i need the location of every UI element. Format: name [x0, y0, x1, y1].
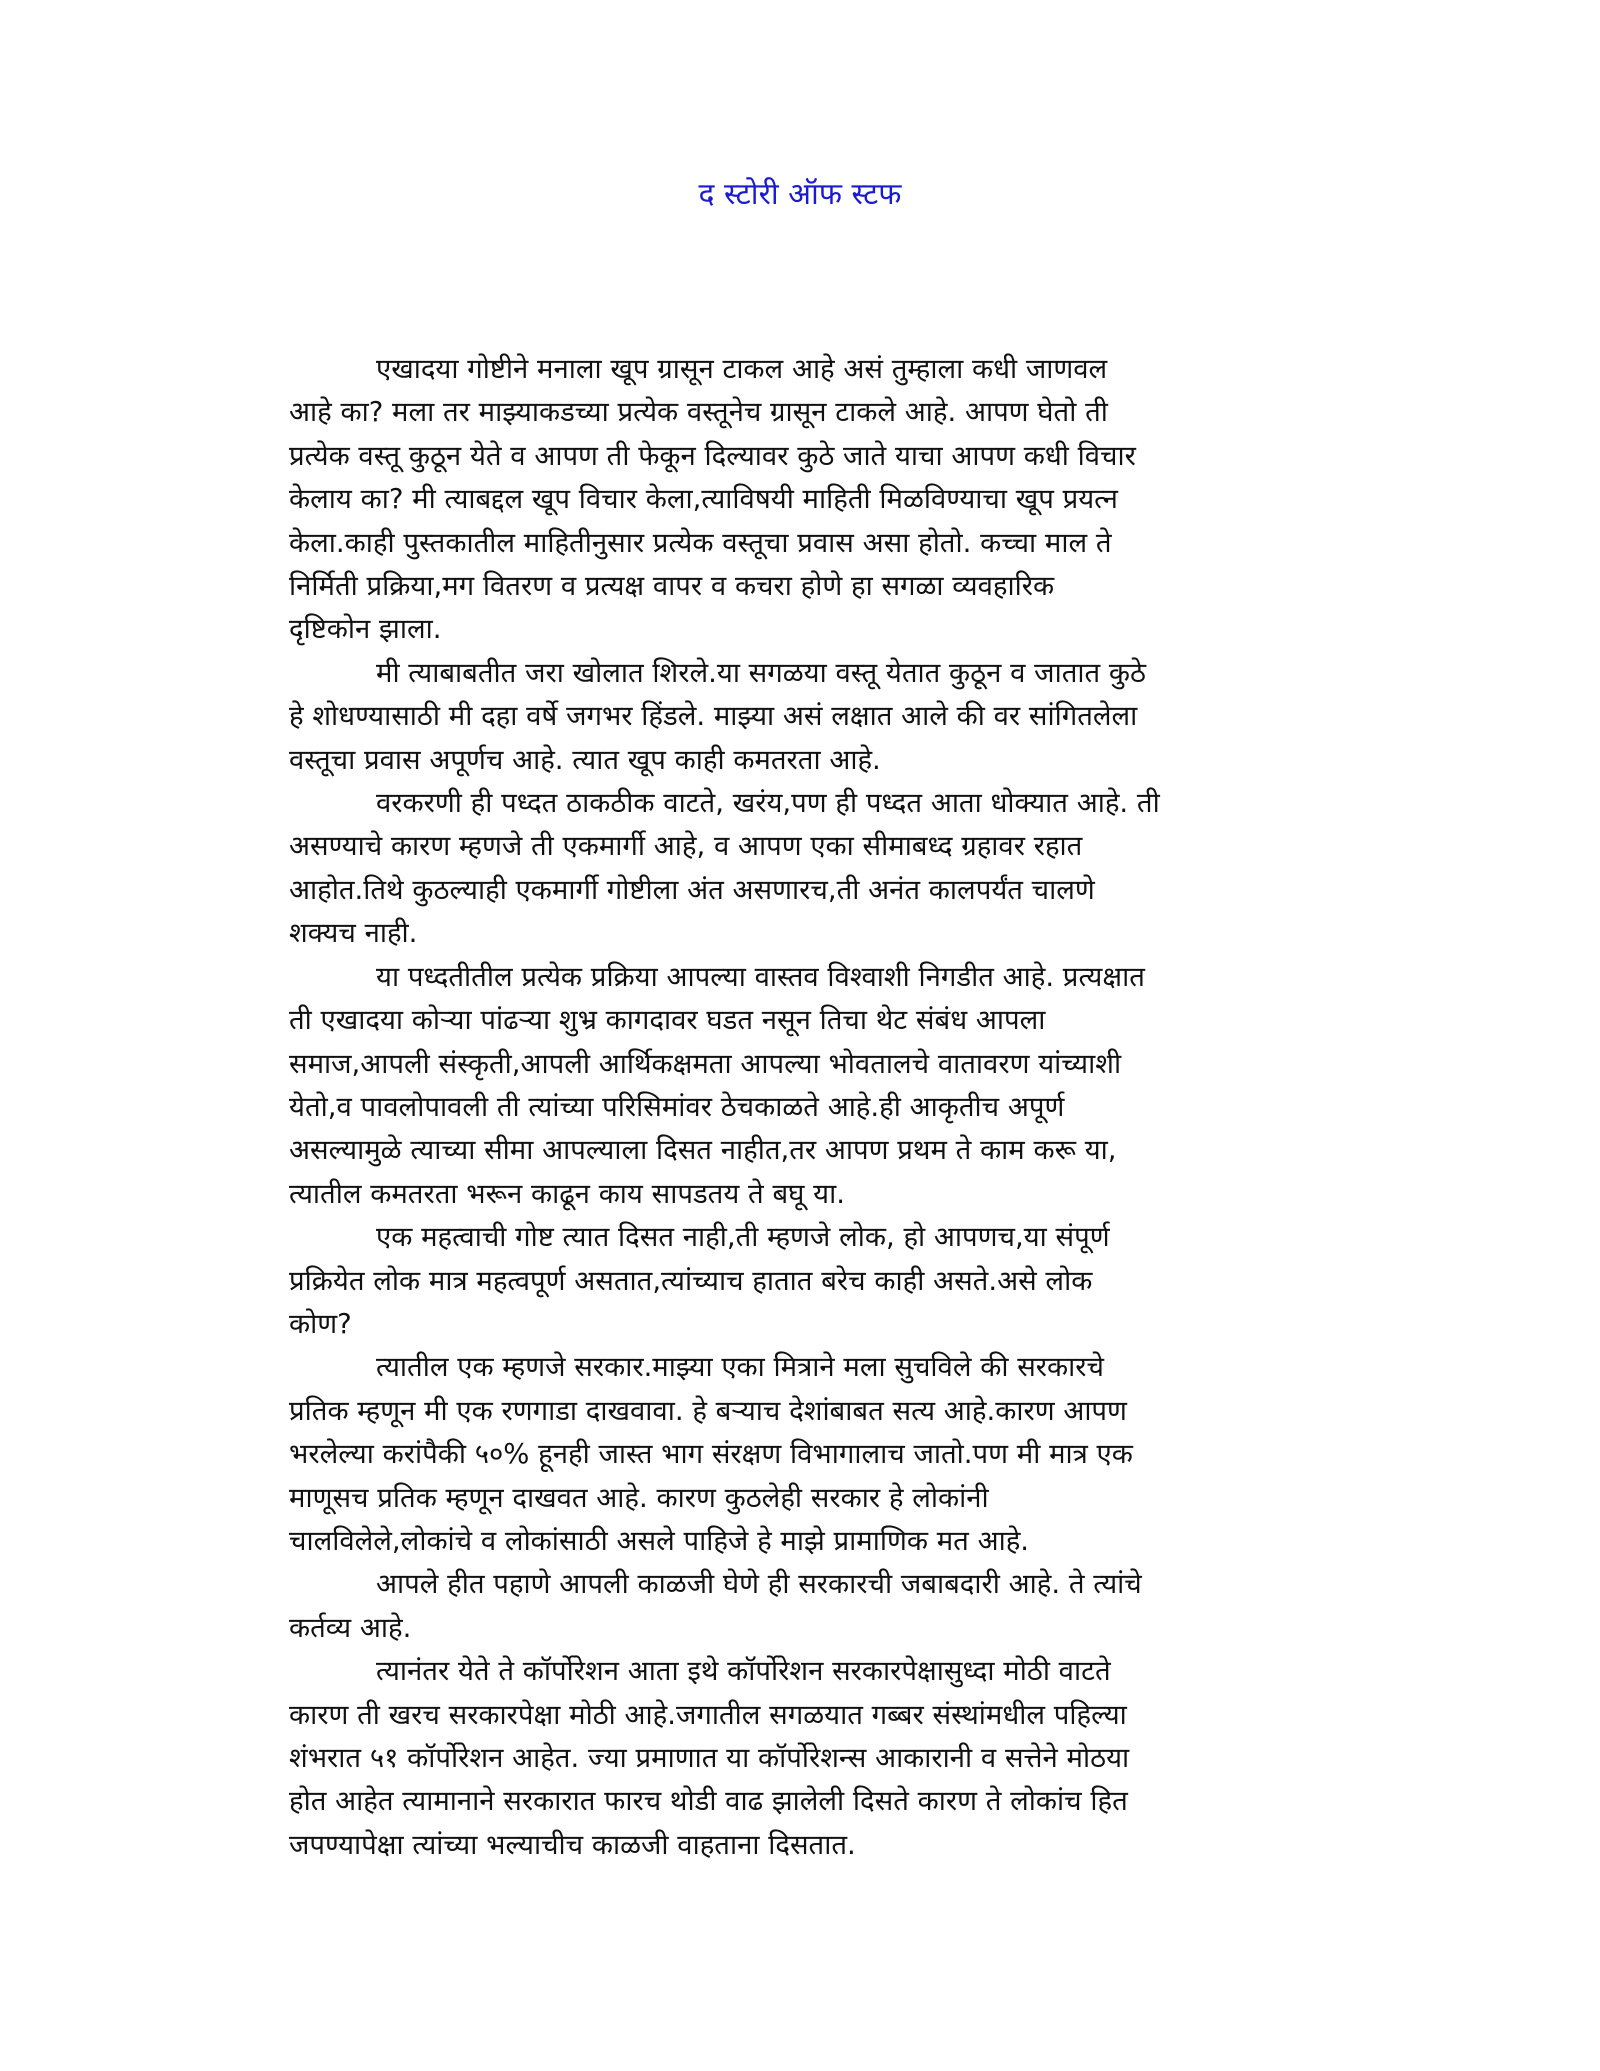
text-line: प्रत्येक वस्तू कुठून येते व आपण ती फेकून दिल्यावर कुठे जाते याचा आपण कधी विचार — [289, 439, 1136, 472]
text-line: चालविलेले,लोकांचे व लोकांसाठी असले पाहिजे हे माझे प्रामाणिक मत आहे. — [289, 1524, 1030, 1557]
text-line: भरलेल्या करांपैकी ५०% हूनही जास्त भाग संरक्षण विभागालाच जातो.पण मी मात्र एक — [289, 1438, 1133, 1471]
text-line: वरकरणी ही पध्दत ठाकठीक वाटते, खरंय,पण ही पध्दत आता धोक्यात आहे. ती — [376, 787, 1160, 820]
document-body — [289, 348, 1299, 1867]
text-line: कर्तव्य आहे. — [289, 1611, 412, 1644]
text-line: वस्तूचा प्रवास अपूर्णच आहे. त्यात खूप काही कमतरता आहे. — [289, 743, 881, 776]
text-line: असल्यामुळे त्याच्या सीमा आपल्याला दिसत नाहीत,तर आपण प्रथम ते काम करू या, — [289, 1134, 1117, 1167]
text-line: कोण? — [289, 1307, 352, 1340]
text-line: आपले हीत पहाणे आपली काळजी घेणे ही सरकारची जबाबदारी आहे. ते त्यांचे — [376, 1568, 1142, 1601]
text-line: ती एखादया कोऱ्या पांढऱ्या शुभ्र कागदावर घडत नसून तिचा थेट संबंध आपला — [289, 1004, 1046, 1037]
paragraph — [289, 782, 1299, 956]
text-line: निर्मिती प्रक्रिया,मग वितरण व प्रत्यक्ष वापर व कचरा होणे हा सगळा व्यवहारिक — [289, 570, 1055, 603]
text-line: जपण्यापेक्षा त्यांच्या भल्याचीच काळजी वाहताना दिसतात. — [289, 1828, 856, 1861]
text-line: होत आहेत त्यामानाने सरकारात फारच थोडी वाढ झालेली दिसते कारण ते लोकांच हित — [289, 1785, 1128, 1818]
text-line: त्यानंतर येते ते कॉर्पोरेशन आता इथे कॉर्पोरेशन सरकारपेक्षासुध्दा मोठी वाटते — [376, 1655, 1111, 1688]
text-line: एखादया गोष्टीने मनाला खूप ग्रासून टाकल आहे असं तुम्हाला कधी जाणवल — [376, 353, 1108, 385]
text-line: त्यातील कमतरता भरून काढून काय सापडतय ते बघू या. — [289, 1177, 845, 1210]
paragraph — [289, 956, 1299, 1216]
paragraph — [289, 1346, 1299, 1563]
text-line: आहोत.तिथे कुठल्याही एकमार्गी गोष्टीला अंत असणारच,ती अनंत कालपर्यंत चालणे — [289, 873, 1095, 906]
text-line: असण्याचे कारण म्हणजे ती एकमार्गी आहे, व आपण एका सीमाबध्द ग्रहावर रहात — [289, 830, 1083, 863]
text-line: मी त्याबाबतीत जरा खोलात शिरले.या सगळया वस्तू येतात कुठून व जातात कुठे — [376, 656, 1147, 689]
text-line: दृष्टिकोन झाला. — [289, 613, 442, 646]
text-line: येतो,व पावलोपावली ती त्यांच्या परिसिमांवर ठेचकाळते आहे.ही आकृतीच अपूर्ण — [289, 1090, 1065, 1123]
paragraph — [289, 1216, 1299, 1346]
text-line: केला.काही पुस्तकातील माहितीनुसार प्रत्येक वस्तूचा प्रवास असा होतो. कच्चा माल ते — [289, 526, 1112, 559]
text-line: केलाय का? मी त्याबद्दल खूप विचार केला,त्याविषयी माहिती मिळविण्याचा खूप प्रयत्न — [289, 483, 1118, 516]
text-line: त्यातील एक म्हणजे सरकार.माझ्या एका मित्राने मला सुचविले की सरकारचे — [376, 1351, 1104, 1384]
text-line: प्रक्रियेत लोक मात्र महत्वपूर्ण असतात,त्यांच्याच हातात बरेच काही असते.असे लोक — [289, 1264, 1093, 1297]
text-line: माणूसच प्रतिक म्हणून दाखवत आहे. कारण कुठलेही सरकार हे लोकांनी — [289, 1481, 989, 1514]
text-line: शंभरात ५१ कॉर्पोरेशन आहेत. ज्या प्रमाणात या कॉर्पोरेशन्स आकारानी व सत्तेने मोठया — [289, 1742, 1130, 1774]
paragraph — [289, 1563, 1299, 1650]
text-line: एक महत्वाची गोष्ट त्यात दिसत नाही,ती म्हणजे लोक, हो आपणच,या संपूर्ण — [376, 1221, 1110, 1254]
text-line: प्रतिक म्हणून मी एक रणगाडा दाखवावा. हे बऱ्याच देशांबाबत सत्य आहे.कारण आपण — [289, 1394, 1127, 1427]
text-line: शक्यच नाही. — [289, 917, 418, 950]
text-line: या पध्दतीतील प्रत्येक प्रक्रिया आपल्या वास्तव विश्वाशी निगडीत आहे. प्रत्यक्षात — [376, 960, 1145, 993]
text-line: समाज,आपली संस्कृती,आपली आर्थिकक्षमता आपल्या भोवतालचे वातावरण यांच्याशी — [289, 1047, 1122, 1080]
text-line: आहे का? मला तर माझ्याकडच्या प्रत्येक वस्तूनेच ग्रासून टाकले आहे. आपण घेतो ती — [289, 396, 1108, 429]
paragraph — [289, 652, 1299, 782]
page-title: द स्टोरी ऑफ स्टफ — [698, 177, 902, 212]
paragraph — [289, 1650, 1299, 1867]
text-line: कारण ती खरच सरकारपेक्षा मोठी आहे.जगातील सगळयात गब्बर संस्थांमधील पहिल्या — [289, 1698, 1127, 1731]
text-line: हे शोधण्यासाठी मी दहा वर्षे जगभर हिंडले. माझ्या असं लक्षात आले की वर सांगितलेला — [289, 700, 1138, 733]
paragraph — [289, 348, 1299, 652]
